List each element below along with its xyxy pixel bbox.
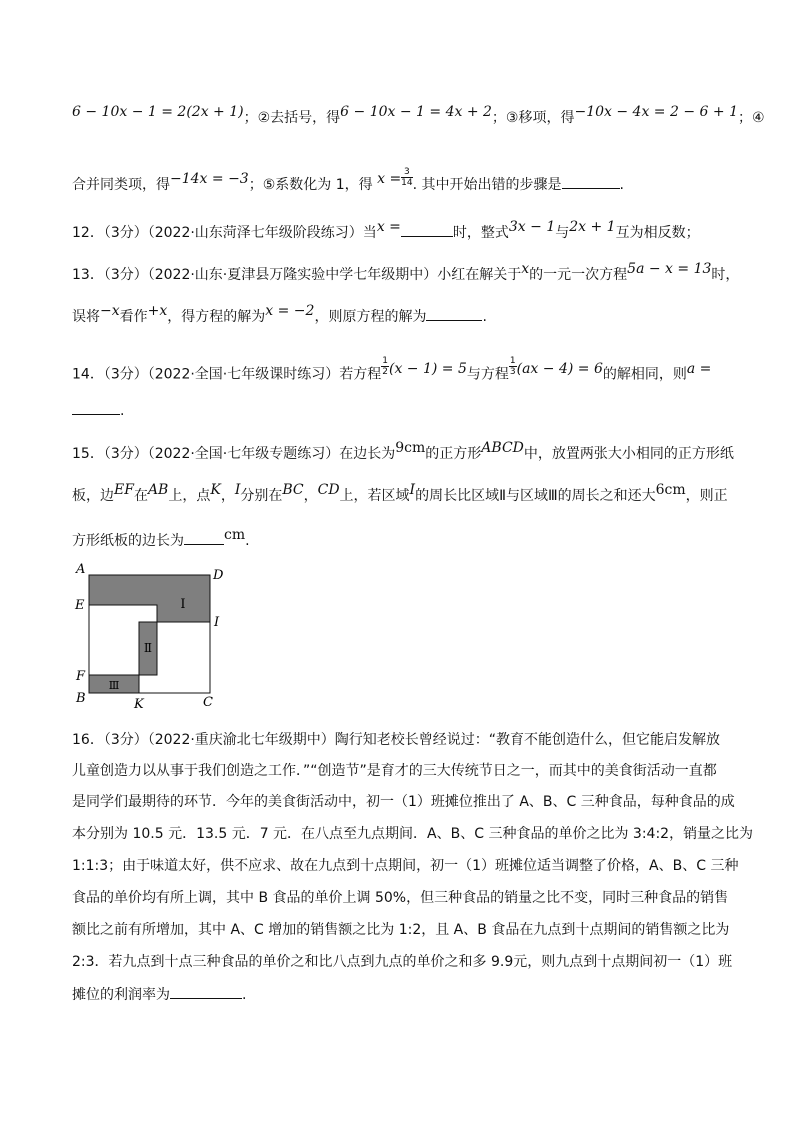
q15-line1 bbox=[72, 440, 734, 464]
q15-text6: ， bbox=[220, 488, 235, 504]
region-i bbox=[89, 575, 210, 622]
q11-answer-blank[interactable] bbox=[562, 174, 620, 189]
q11-eq3: −10x − 4x = 2 − 6 + 1 bbox=[574, 104, 738, 120]
q11-text2: ；③移项，得 bbox=[491, 110, 575, 126]
q13-text6: ，则原方程的解为 bbox=[314, 309, 427, 325]
q11-eq1: 6 − 10x − 1 = 2(2x + 1) bbox=[72, 104, 244, 120]
q15-region-i: I bbox=[409, 482, 416, 498]
q13-head: 13．（3分）（2022·山东·夏津县万隆实验中学七年级期中）小红在解关于 bbox=[72, 267, 522, 283]
q14-text3: . bbox=[120, 403, 125, 419]
q15-text2: 中，放置两张大小相同的正方形纸 bbox=[523, 446, 734, 462]
label-f: F bbox=[76, 669, 86, 684]
q11-eq5-denominator: 14 bbox=[401, 177, 413, 188]
label-a: A bbox=[76, 562, 86, 577]
q11-eq5-numerator: 3 bbox=[401, 167, 412, 178]
q11-line1 bbox=[72, 104, 765, 128]
q14-head: 14．（3分）（2022·全国·七年级课时练习）若方程 bbox=[72, 366, 382, 383]
q15-edge-bc: BC bbox=[282, 482, 304, 498]
q13-text7: . bbox=[482, 309, 487, 325]
q13-text4: 看作 bbox=[119, 309, 148, 325]
q15-text8: ， bbox=[303, 488, 318, 504]
q15-text7: 分别在 bbox=[240, 488, 283, 504]
q16-line3: 是同学们最期待的环节．今年的美食街活动中，初一（1）班摊位推出了 A、B、C 三种食品，每种食品的成 bbox=[72, 794, 735, 810]
q12-head: 12．（3分）（2022·山东菏泽七年级阶段练习）当 bbox=[72, 225, 377, 241]
q11-eq2: 6 − 10x − 1 = 4x + 2 bbox=[340, 104, 492, 120]
q14-frac1-num: 1 bbox=[382, 356, 388, 366]
q15-edge-cd: CD bbox=[317, 482, 340, 498]
q15-text11: ，则正 bbox=[685, 488, 728, 504]
q13-var-negx: −x bbox=[100, 303, 120, 319]
q15-answer-blank[interactable] bbox=[184, 530, 224, 545]
q13-line1 bbox=[72, 261, 740, 285]
q11-eq5-lhs: x = bbox=[377, 171, 402, 187]
q13-text1: 的一元一次方程 bbox=[529, 267, 628, 283]
q14-frac2-num: 1 bbox=[509, 356, 516, 366]
q16-line2: 儿童创造力以从事于我们创造之工作．”“创造节”是育才的三大传统节日之一，而其中的美食街活动一直都 bbox=[72, 763, 717, 779]
q15-figure bbox=[72, 560, 232, 712]
q15-text5: 上，点 bbox=[168, 488, 211, 504]
q14-frac2 bbox=[509, 356, 517, 377]
q15-side-length: 9cm bbox=[395, 440, 426, 456]
q13-var-posx: +x bbox=[147, 303, 168, 319]
q15-text1: 的正方形 bbox=[425, 446, 482, 462]
q13-eq2: x = −2 bbox=[265, 303, 315, 319]
q16-line7: 额比之前有所增加，其中 A、C 增加的销售额之比为 1:2，且 A、B 食品在九点到十点期间的销售额之比为 bbox=[72, 922, 730, 938]
q16-line6: 食品的单价均有所上调，其中 B 食品的单价上调 50%，但三种食品的销量之比不变，同时三种食品的销售 bbox=[72, 890, 729, 906]
label-d: D bbox=[213, 568, 224, 583]
q15-head: 15．（3分）（2022·全国·七年级专题练习）在边长为 bbox=[72, 446, 396, 462]
q14-eq3: a = bbox=[686, 360, 712, 377]
q13-text3: 误将 bbox=[72, 309, 100, 325]
q15-edge-ab: AB bbox=[147, 482, 169, 498]
q11-eq5-fraction bbox=[401, 167, 412, 188]
q12-text2: 与 bbox=[555, 225, 570, 241]
label-k: K bbox=[134, 697, 144, 712]
q13-eq1: 5a − x = 13 bbox=[627, 261, 712, 277]
q11-text4: 合并同类项，得 bbox=[72, 177, 170, 193]
q14-frac1-den: 2 bbox=[382, 367, 388, 377]
q16-answer-blank[interactable] bbox=[170, 984, 242, 999]
q11-line2 bbox=[72, 166, 624, 196]
q11-eq4: −14x = −3 bbox=[170, 171, 249, 187]
q15-unit: cm bbox=[224, 527, 246, 543]
label-b: B bbox=[76, 691, 86, 706]
q14-frac2-den: 3 bbox=[509, 367, 516, 377]
q13-text5: ，得方程的解为 bbox=[167, 309, 266, 325]
q15-point-i: I bbox=[234, 482, 241, 498]
q14-frac1 bbox=[381, 356, 389, 377]
q11-text1: ；②去括号，得 bbox=[243, 110, 341, 126]
q11-text3: ；④ bbox=[737, 110, 765, 126]
q15-edge-ef: EF bbox=[114, 482, 134, 498]
label-i: I bbox=[214, 615, 220, 630]
q13-answer-blank[interactable] bbox=[426, 306, 482, 321]
q13-var-x: x bbox=[521, 261, 530, 277]
q15-text12: 方形纸板的边长为 bbox=[72, 533, 184, 549]
q14-line2 bbox=[72, 400, 124, 421]
q14-line1 bbox=[72, 356, 712, 385]
region-i-label: Ⅰ bbox=[180, 597, 186, 612]
q11-text5: ；⑤系数化为 1，得 bbox=[248, 177, 373, 193]
q12-eq1: x = bbox=[376, 219, 401, 235]
region-ii-label: Ⅱ bbox=[143, 641, 153, 655]
label-c: C bbox=[203, 695, 213, 710]
q16-line5: 1:1:3；由于味道太好，供不应求、故在九点到十点期间，初一（1）班摊位适当调整了价格，A、B、C 三种 bbox=[72, 858, 739, 874]
q12-eq3: 2x + 1 bbox=[569, 219, 616, 235]
q15-point-k: K bbox=[210, 482, 221, 498]
q16-line1: 16．（3分）（2022·重庆渝北七年级期中）陶行知老校长曾经说过：“教育不能创造什么，但它能启发解放 bbox=[72, 732, 721, 748]
q13-line2 bbox=[72, 303, 487, 327]
q16-text9: 摊位的利润率为 bbox=[72, 987, 170, 1003]
q11-text6: . 其中开始出错的步骤是 bbox=[412, 177, 562, 193]
q15-line3 bbox=[72, 527, 250, 551]
q11-text7: . bbox=[619, 177, 624, 193]
q14-eq1: (x − 1) = 5 bbox=[388, 360, 467, 377]
q15-diff: 6cm bbox=[655, 482, 686, 498]
q15-text10: 的周长比区域Ⅱ与区域Ⅲ的周长之和还大 bbox=[415, 488, 656, 504]
q14-text2: 的解相同，则 bbox=[602, 366, 687, 383]
q13-text2: 时， bbox=[711, 267, 740, 283]
q16-line8: 2:3．若九点到十点三种食品的单价之和比八点到九点的单价之和多 9.9元，则九点到十点期间初一（1）班 bbox=[72, 954, 733, 970]
q12-answer-blank[interactable] bbox=[401, 222, 453, 237]
q16-text-end: . bbox=[242, 987, 247, 1003]
q14-answer-blank[interactable] bbox=[72, 400, 120, 415]
q15-square-abcd: ABCD bbox=[481, 440, 524, 456]
q15-text9: 上，若区域 bbox=[339, 488, 410, 504]
q15-text4: 在 bbox=[133, 488, 148, 504]
q15-text3: 板，边 bbox=[72, 488, 114, 504]
region-iii-label: Ⅲ bbox=[108, 679, 120, 692]
q15-text13: . bbox=[245, 533, 250, 549]
q12-eq2: 3x − 1 bbox=[508, 219, 556, 235]
label-e: E bbox=[75, 598, 85, 613]
q16-line9 bbox=[72, 984, 246, 1005]
q14-eq2: (ax − 4) = 6 bbox=[516, 360, 603, 377]
q14-text1: 与方程 bbox=[466, 366, 509, 383]
q12-text3: 互为相反数； bbox=[615, 225, 700, 241]
q15-line2 bbox=[72, 482, 728, 506]
q16-line4: 本分别为 10.5 元．13.5 元．7 元．在八点至九点期间．A、B、C 三种食品的单价之比为 3:4:2，销量之比为 bbox=[72, 826, 754, 842]
q12-text1: 时，整式 bbox=[452, 225, 509, 241]
q12-line bbox=[72, 219, 700, 243]
